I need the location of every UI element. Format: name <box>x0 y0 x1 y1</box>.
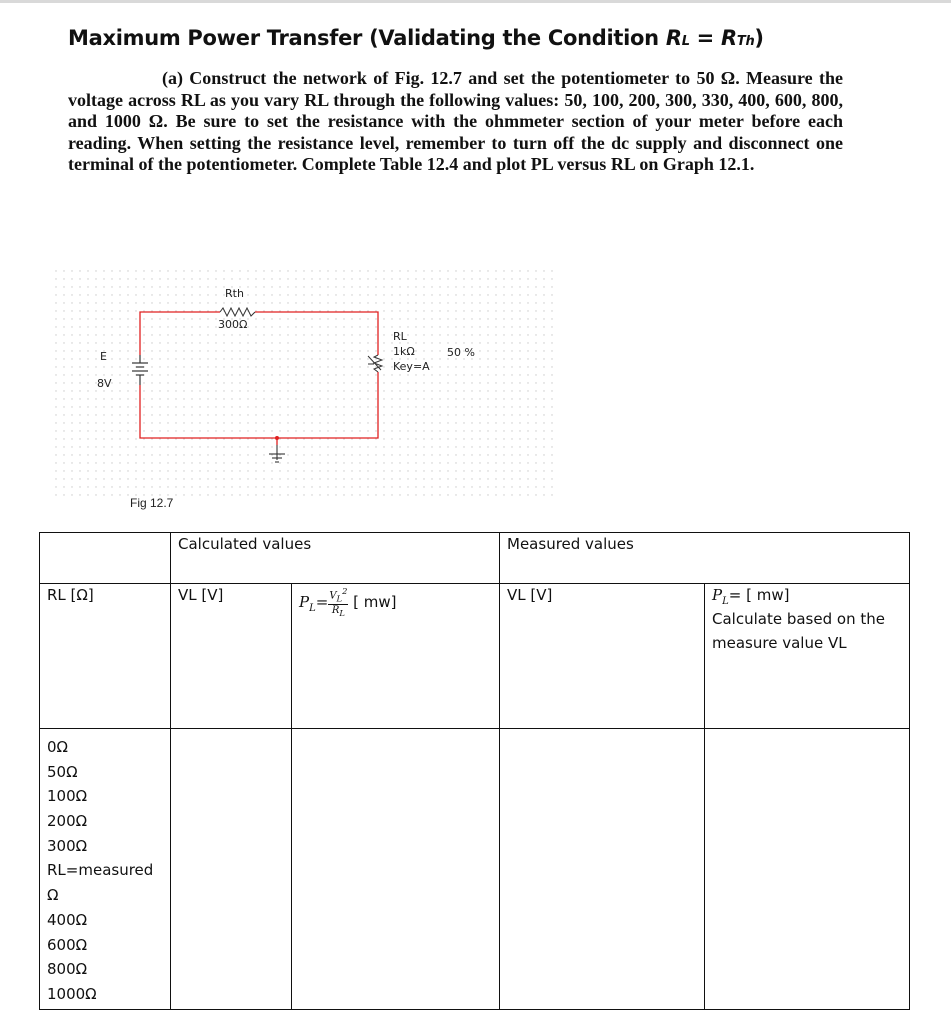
rl-value-item: 50Ω <box>47 762 78 781</box>
rl-value-item: 300Ω <box>47 836 88 855</box>
calculated-header: Calculated values <box>171 533 500 584</box>
rl-value-item: 400Ω <box>47 910 88 929</box>
rl-value-item: RL=measured <box>47 861 154 880</box>
rl-value-item: 800Ω <box>47 960 88 979</box>
measured-header: Measured values <box>500 533 910 584</box>
vl-meas-cell[interactable] <box>500 729 705 1010</box>
results-table <box>39 532 910 1010</box>
rl-value-item: 600Ω <box>47 935 88 954</box>
pl-formula: $\frac{V_L^2}{R_L}$ <box>329 586 348 619</box>
circuit-diagram <box>55 270 555 500</box>
rl-value-item: Ω <box>47 886 59 905</box>
pl-calc-cell[interactable] <box>292 729 500 1010</box>
col-vl-calc: VL [V] <box>171 584 292 729</box>
figure-caption: Fig 12.7 <box>130 496 174 510</box>
pl-symbol: $P_L=$ <box>299 593 329 615</box>
pl-meas-symbol: $P_L$ <box>712 586 729 607</box>
source-value: 8V <box>97 377 112 390</box>
pot-setting: 50 % <box>447 346 475 359</box>
header-empty <box>40 533 171 584</box>
col-rl: RL [Ω] <box>40 584 171 729</box>
col-vl-meas: VL [V] <box>500 584 705 729</box>
rl-value-item: 0Ω <box>47 738 69 756</box>
pl-meas-note: Calculate based on the measure value VL <box>712 610 885 652</box>
page-title: Maximum Power Transfer (Validating the Condition RL = RTh) <box>68 26 764 50</box>
rl-value-item: 1000Ω <box>47 984 97 1003</box>
column-header-row <box>40 584 910 729</box>
rl-key: Key=A <box>393 360 430 373</box>
grid-background <box>55 270 555 500</box>
rth-label: Rth <box>225 287 244 300</box>
pl-calc-unit: [ mw] <box>353 593 397 612</box>
rl-label: RL <box>393 330 407 343</box>
col-pl-calc <box>292 584 500 729</box>
pl-meas-unit: = [ mw] <box>728 586 790 604</box>
source-label: E <box>100 350 107 363</box>
rl-values-list <box>40 729 171 1010</box>
top-border <box>0 0 951 3</box>
rth-value: 300Ω <box>218 318 248 331</box>
instruction-paragraph: (a) Construct the network of Fig. 12.7 and set the potentiometer to 50 Ω. Measure the voltage across RL as you vary RL through the following values: 50, 100, 200, 300, 330, 400, 600, 800, and 1000 Ω. Be sure to set the resistance with the ohmmeter section of your meter before each reading. When setting the resistance level, remember to turn off the dc supply and disconnect one terminal of the potentiometer. Complete Table 12.4 and plot PL versus RL on Graph 12.1. <box>68 68 843 174</box>
table-body-row <box>40 729 910 1010</box>
pl-meas-cell[interactable] <box>705 729 910 1010</box>
col-pl-meas <box>705 584 910 729</box>
rl-value-item: 200Ω <box>47 812 88 831</box>
rl-value: 1kΩ <box>393 345 415 358</box>
table-header-row <box>40 533 910 584</box>
rl-value-item: 100Ω <box>47 787 88 806</box>
vl-calc-cell[interactable] <box>171 729 292 1010</box>
